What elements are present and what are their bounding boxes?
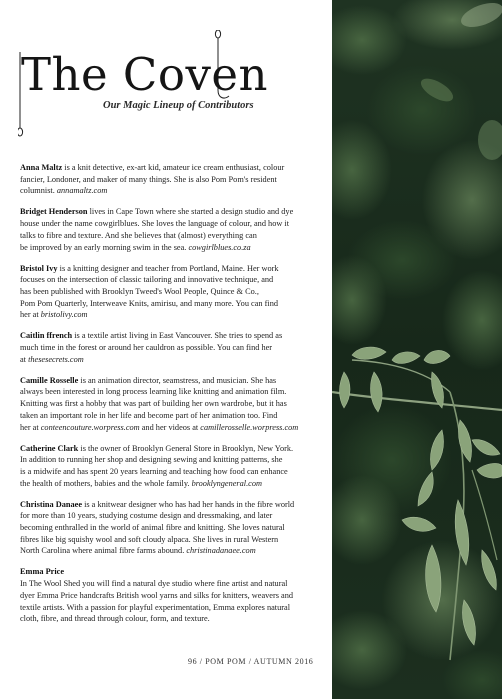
bio-text: is a midwife and has spent 20 years learning and teaching how food can enhance bbox=[20, 466, 288, 476]
contributor-list bbox=[20, 162, 325, 634]
bio-line bbox=[20, 522, 325, 534]
bio-text: for more than 10 years, studying costume design and dressmaking, and later bbox=[20, 511, 273, 521]
bio-line bbox=[20, 185, 325, 197]
bio-line bbox=[20, 263, 325, 275]
contributor-bio bbox=[20, 443, 325, 490]
bio-text: cloth, fibre, and thread through colour, form, and texture. bbox=[20, 614, 210, 624]
bio-line bbox=[20, 566, 325, 578]
contributor-bio bbox=[20, 375, 325, 434]
contributor-name: Emma Price bbox=[20, 567, 65, 577]
bio-line bbox=[20, 578, 325, 590]
bio-text: fancier, Londoner, and maker of many things. She is also Pom Pom's resident bbox=[20, 174, 277, 184]
bio-text: North Carolina where animal fibre farms abound. bbox=[20, 546, 187, 556]
bio-text: her at bbox=[20, 310, 41, 320]
contributor-website: christinadanaee.com bbox=[186, 546, 256, 556]
contributor-bio bbox=[20, 263, 325, 322]
contributor-website: bristolivy.com bbox=[40, 310, 88, 320]
contributor-name: Bridget Henderson bbox=[20, 207, 88, 217]
bio-text: In The Wool Shed you will find a natural dye studio where fine artist and natural bbox=[20, 579, 288, 589]
bio-text: be improved by an early morning swim in the sea. bbox=[20, 242, 189, 252]
contributor-bio bbox=[20, 330, 325, 365]
bio-text: is the owner of Brooklyn General Store in Brooklyn, New York. bbox=[78, 443, 294, 453]
bio-text: always been interested in long process learning like knitting and animation film. bbox=[20, 387, 287, 397]
bio-line bbox=[20, 162, 325, 174]
contributor-website: thesesecrets.com bbox=[28, 354, 84, 364]
bio-line bbox=[20, 354, 325, 366]
page-footer: 96 / POM POM / AUTUMN 2016 bbox=[188, 657, 314, 666]
bio-line bbox=[20, 274, 325, 286]
bio-text: lives in Cape Town where she started a design studio and dye bbox=[87, 207, 294, 217]
bio-line bbox=[20, 534, 325, 546]
bio-text: columnist. bbox=[20, 186, 57, 196]
bio-text: and her videos at bbox=[139, 422, 201, 432]
bio-text: has been published with Brooklyn Tweed's Wool People, Quince & Co., bbox=[20, 286, 259, 296]
contributor-website: conteencouture.worpress.com bbox=[40, 422, 140, 432]
bio-text: is a textile artist living in East Vancouver. She tries to spend as bbox=[72, 331, 283, 341]
bio-text: the health of mothers, babies and the whole family. bbox=[20, 478, 192, 488]
bio-line bbox=[20, 398, 325, 410]
bio-text: is a knitwear designer who has had her hands in the fibre world bbox=[82, 499, 295, 509]
bio-text: is a knitting designer and teacher from Portland, Maine. Her work bbox=[57, 263, 279, 273]
page-subtitle: Our Magic Lineup of Contributors bbox=[103, 100, 254, 111]
bio-line bbox=[20, 286, 325, 298]
contributor-name: Catherine Clark bbox=[20, 443, 79, 453]
bio-text: is a knit detective, ex-art kid, amateur ice cream enthusiast, colour bbox=[62, 163, 285, 172]
bio-line bbox=[20, 478, 325, 490]
contributor-bio bbox=[20, 499, 325, 558]
leaves-illustration bbox=[332, 0, 502, 699]
contributor-name: Bristol Ivy bbox=[20, 263, 58, 273]
bio-text: Knitting was first a hobby that was part of building her own wardrobe, but it has bbox=[20, 399, 287, 409]
bio-text: dyer Emma Price handcrafts British wool yarns and silks for knitters, weavers and bbox=[20, 590, 294, 600]
bio-line bbox=[20, 309, 325, 321]
bio-text: is an animation director, seamstress, and musician. She has bbox=[78, 375, 277, 385]
bio-line bbox=[20, 443, 325, 455]
contributor-bio bbox=[20, 206, 325, 253]
bio-text: Pom Pom Quarterly, Interweave Knits, amirisu, and many more. You can find bbox=[20, 298, 279, 308]
bio-line bbox=[20, 218, 325, 230]
bio-line bbox=[20, 242, 325, 254]
contributor-name: Camille Rosselle bbox=[20, 375, 79, 385]
bio-text: her at bbox=[20, 422, 41, 432]
bio-line bbox=[20, 613, 325, 625]
bio-line bbox=[20, 454, 325, 466]
bio-text: much time in the forest or around her cauldron as possible. You can find her bbox=[20, 343, 273, 353]
bio-line bbox=[20, 499, 325, 511]
bio-line bbox=[20, 298, 325, 310]
bio-text: taken an important role in her life and become part of her animation too. Find bbox=[20, 410, 278, 420]
contributor-bio bbox=[20, 162, 325, 197]
bio-text: textile artists. With a passion for playful experimentation, Emma explores natural bbox=[20, 602, 291, 612]
green-leaves-photo bbox=[332, 0, 502, 699]
bio-text: talks to fibre and texture. And she believes that (almost) everything can bbox=[20, 230, 257, 240]
contributor-name: Anna Maltz bbox=[20, 163, 63, 172]
bio-line bbox=[20, 206, 325, 218]
bio-text: house under the name cowgirlblues. She loves the language of colour, and how it bbox=[20, 219, 290, 229]
bio-line bbox=[20, 330, 325, 342]
bio-line bbox=[20, 342, 325, 354]
bio-line bbox=[20, 545, 325, 557]
bio-line bbox=[20, 590, 325, 602]
contributor-website: annamaltz.com bbox=[56, 186, 108, 196]
bio-text: focuses on the intersection of classic tailoring and innovative technique, and bbox=[20, 275, 274, 285]
bio-text: In addition to running her shop and designing sewing and knitting patterns, she bbox=[20, 455, 283, 465]
contributor-website: brooklyngeneral.com bbox=[191, 478, 263, 488]
bio-text: becoming enthralled in the world of animal fibre and knitting. She loves natural bbox=[20, 523, 285, 533]
bio-line bbox=[20, 410, 325, 422]
contributor-bio bbox=[20, 566, 325, 625]
page-title: The Coven bbox=[21, 48, 268, 101]
contributor-website: cowgirlblues.co.za bbox=[188, 242, 251, 252]
bio-line bbox=[20, 230, 325, 242]
contributor-name: Caitlin ffrench bbox=[20, 331, 73, 341]
bio-line bbox=[20, 466, 325, 478]
contributor-name: Christina Danaee bbox=[20, 499, 82, 509]
bio-line bbox=[20, 375, 325, 387]
bio-line bbox=[20, 422, 325, 434]
title-block bbox=[18, 30, 323, 140]
bio-line bbox=[20, 602, 325, 614]
bio-line bbox=[20, 174, 325, 186]
bio-line bbox=[20, 386, 325, 398]
contributor-website: camillerosselle.worpress.com bbox=[200, 422, 299, 432]
bio-line bbox=[20, 510, 325, 522]
bio-text: fibres like big squishy wool and soft cloudy alpaca. She lives in rural Western bbox=[20, 534, 279, 544]
bio-text: at bbox=[20, 354, 29, 364]
